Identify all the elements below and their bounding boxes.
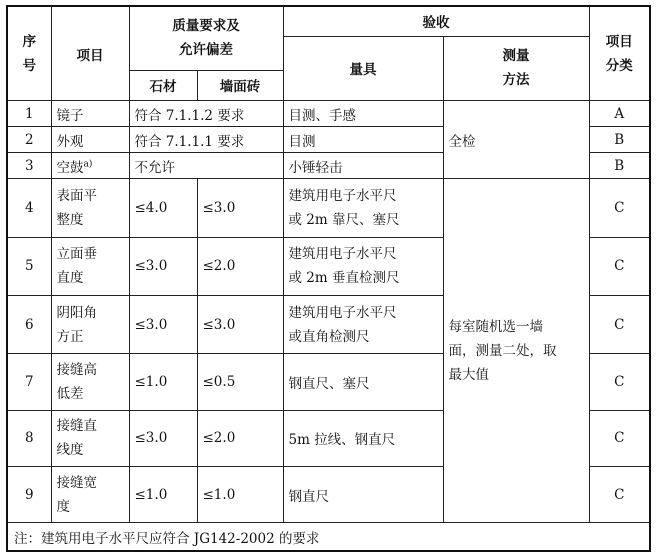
header-seq: 序 号 <box>7 6 51 101</box>
acceptance-table <box>6 5 651 552</box>
row-item: 阴阳角 方正 <box>51 296 129 354</box>
row-no: 8 <box>7 410 51 466</box>
row-item: 空鼓$^{a)}$ <box>51 153 129 179</box>
row-no: 1 <box>7 101 51 127</box>
row-category: C <box>589 354 650 410</box>
row-category: C <box>589 296 650 354</box>
row-no: 3 <box>7 153 51 179</box>
row-tile: ≤2.0 <box>197 237 283 295</box>
row-stone: ≤3.0 <box>129 410 197 466</box>
header-stone: 石材 <box>129 70 197 100</box>
table-row <box>7 101 650 127</box>
method-full: 全检 <box>443 101 589 179</box>
table-note: 注：建筑用电子水平尺应符合 JG142-2002 的要求 <box>7 523 650 551</box>
row-stone: ≤3.0 <box>129 296 197 354</box>
row-no: 4 <box>7 179 51 237</box>
row-category: B <box>589 153 650 179</box>
header-tool: 量具 <box>283 36 443 100</box>
footnote-mark: a) <box>83 159 93 170</box>
row-item: 表面平 整度 <box>51 179 129 237</box>
method-random: 每室随机选一墙 面，测量二处，取 最大值 <box>443 179 589 523</box>
row-tool: 小锤轻击 <box>283 153 443 179</box>
row-item: 立面垂 直度 <box>51 237 129 295</box>
row-tool: 目测、手感 <box>283 101 443 127</box>
header-method: 测量 方法 <box>443 36 589 100</box>
row-tool: 建筑用电子水平尺 或 2m 垂直检测尺 <box>283 237 443 295</box>
header-item: 项目 <box>51 6 129 101</box>
row-category: C <box>589 237 650 295</box>
row-requirement: 符合 7.1.1.2 要求 <box>129 101 283 127</box>
row-no: 6 <box>7 296 51 354</box>
row-category: C <box>589 466 650 522</box>
row-tile: ≤2.0 <box>197 410 283 466</box>
header-acceptance: 验收 <box>283 6 589 36</box>
row-item: 接缝直 线度 <box>51 410 129 466</box>
row-tile: ≤3.0 <box>197 296 283 354</box>
header-tile: 墙面砖 <box>197 70 283 100</box>
table-row <box>7 179 650 237</box>
row-item: 镜子 <box>51 101 129 127</box>
row-requirement: 不允许 <box>129 153 283 179</box>
row-no: 5 <box>7 237 51 295</box>
row-no: 9 <box>7 466 51 522</box>
row-stone: ≤1.0 <box>129 354 197 410</box>
row-item: 外观 <box>51 127 129 153</box>
header-category: 项目 分类 <box>589 6 650 101</box>
row-tool: 钢直尺 <box>283 466 443 522</box>
row-tool: 建筑用电子水平尺 或 2m 靠尺、塞尺 <box>283 179 443 237</box>
row-stone: ≤3.0 <box>129 237 197 295</box>
row-no: 2 <box>7 127 51 153</box>
row-tile: ≤3.0 <box>197 179 283 237</box>
row-stone: ≤1.0 <box>129 466 197 522</box>
row-tile: ≤0.5 <box>197 354 283 410</box>
header-quality: 质量要求及 允许偏差 <box>129 6 283 70</box>
row-item: 接缝宽 度 <box>51 466 129 522</box>
row-requirement: 符合 7.1.1.1 要求 <box>129 127 283 153</box>
row-category: B <box>589 127 650 153</box>
row-category: C <box>589 410 650 466</box>
row-no: 7 <box>7 354 51 410</box>
row-category: A <box>589 101 650 127</box>
row-category: C <box>589 179 650 237</box>
row-tool: 建筑用电子水平尺 或直角检测尺 <box>283 296 443 354</box>
row-item: 接缝高 低差 <box>51 354 129 410</box>
row-stone: ≤4.0 <box>129 179 197 237</box>
row-tool: 5m 拉线、钢直尺 <box>283 410 443 466</box>
row-tool: 钢直尺、塞尺 <box>283 354 443 410</box>
row-tile: ≤1.0 <box>197 466 283 522</box>
row-tool: 目测 <box>283 127 443 153</box>
